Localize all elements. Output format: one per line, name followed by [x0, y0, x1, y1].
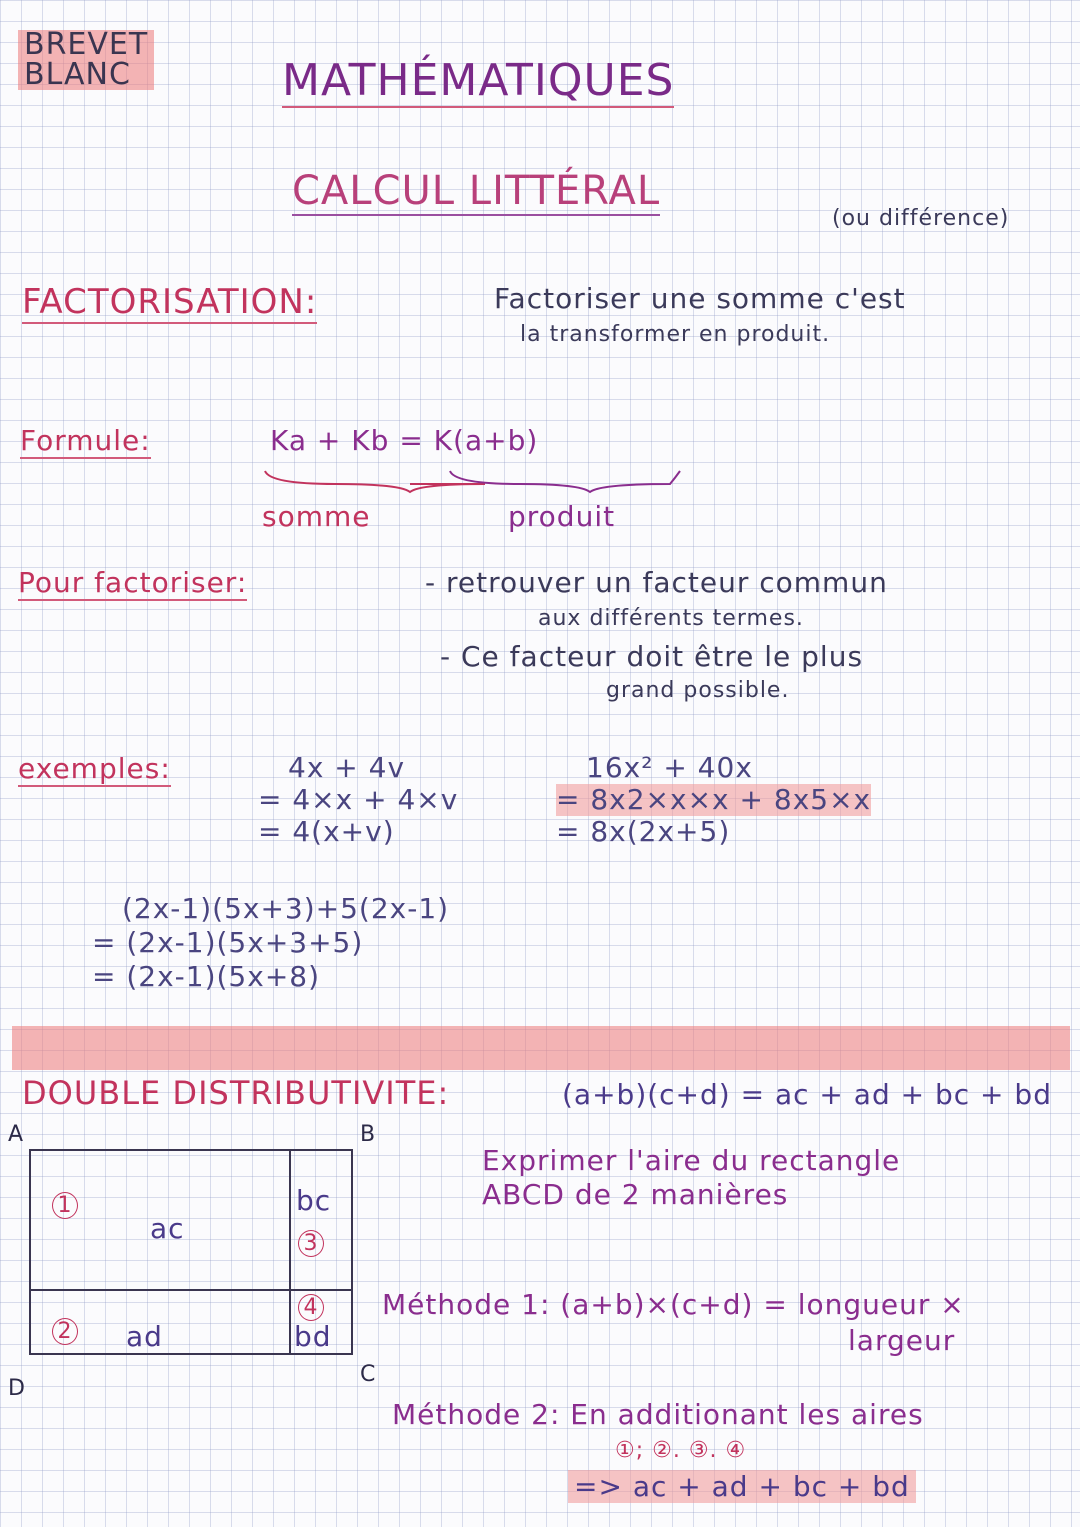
method2-result: => ac + ad + bc + bd [568, 1470, 916, 1503]
brace-label-somme: somme [262, 500, 371, 533]
brevet-blanc-tag [18, 27, 154, 92]
cell-1-number: 1 [52, 1192, 78, 1219]
example1 [258, 752, 458, 848]
formula: Ka + Kb = K(a+b) [270, 424, 539, 457]
method1-line2: largeur [848, 1324, 956, 1357]
cell-ad: ad [126, 1320, 163, 1353]
example2 [556, 752, 871, 848]
method2-line2: ①; ②. ③. ④ [615, 1438, 747, 1463]
example2-line2: = 8x2×x×x + 8x5×x [556, 783, 872, 816]
corner-d: D [8, 1376, 26, 1401]
example1-line2: = 4×x + 4×v [258, 783, 459, 816]
definition-line2: la transformer en produit. [520, 322, 831, 347]
example3-line2: = (2x-1)(5x+3+5) [92, 926, 364, 959]
definition-line1: Factoriser une somme c'est [494, 282, 906, 315]
how-to-line2: aux différents termes. [538, 606, 804, 631]
example2-line1: 16x² + 40x [586, 751, 753, 784]
corner-c: C [360, 1362, 377, 1387]
how-to-line1: - retrouver un facteur commun [425, 566, 888, 599]
how-to-line3: - Ce facteur doit être le plus [440, 640, 864, 673]
examples-label: exemples: [18, 752, 171, 785]
factorisation-title: FACTORISATION: [22, 282, 318, 322]
tag-line2: BLANC [24, 57, 131, 92]
cell-bc: bc [296, 1184, 332, 1217]
corner-a: A [8, 1122, 25, 1147]
distributivite-formula: (a+b)(c+d) = ac + ad + bc + bd [562, 1078, 1052, 1111]
section-divider [12, 1026, 1070, 1070]
cell-2-number: 2 [52, 1318, 78, 1345]
corner-b: B [360, 1122, 377, 1147]
example1-line1: 4x + 4v [288, 751, 406, 784]
method1-line1: Méthode 1: (a+b)×(c+d) = longueur × [382, 1288, 965, 1321]
cell-bd: bd [294, 1320, 332, 1353]
formula-braces [260, 466, 700, 496]
cell-ac: ac [150, 1212, 185, 1245]
formula-label: Formule: [20, 424, 151, 457]
how-to-label: Pour factoriser: [18, 566, 248, 599]
distributivite-title: DOUBLE DISTRIBUTIVITE: [22, 1074, 450, 1112]
chapter-title: CALCUL LITTÉRAL [292, 168, 661, 214]
example3 [92, 892, 449, 994]
example3-line3: = (2x-1)(5x+8) [92, 960, 321, 993]
how-to-line4: grand possible. [606, 678, 790, 703]
note-difference: (ou différence) [832, 206, 1010, 231]
example2-line3: = 8x(2x+5) [556, 815, 731, 848]
cell-3-number: 3 [298, 1230, 324, 1257]
task-line2: ABCD de 2 manières [482, 1178, 789, 1211]
example3-line1: (2x-1)(5x+3)+5(2x-1) [122, 892, 450, 925]
tag-line1: BREVET [24, 27, 149, 62]
subject-title: MATHÉMATIQUES [282, 55, 675, 106]
task-line1: Exprimer l'aire du rectangle [482, 1144, 901, 1177]
example1-line3: = 4(x+v) [258, 815, 395, 848]
method2-line1: Méthode 2: En additionant les aires [392, 1398, 924, 1431]
cell-4-number: 4 [298, 1294, 324, 1321]
brace-label-produit: produit [508, 500, 616, 533]
